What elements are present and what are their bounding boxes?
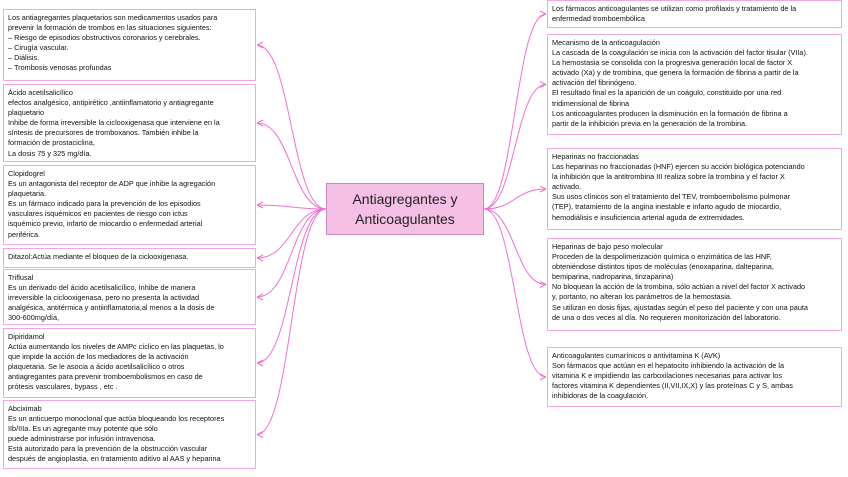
note-heading: Clopidogrel — [8, 169, 45, 178]
note-text-line: tridimensional de fibrina — [552, 98, 630, 108]
note-text-line: activado. — [552, 182, 582, 192]
note-text-line: No bloquean la acción de la trombina, sólo actúan a nivel del factor X activado — [552, 282, 806, 292]
note-heading: Abciximab — [8, 404, 42, 413]
connector-left-2 — [257, 123, 326, 209]
connector-left-6 — [257, 209, 326, 363]
note-heading: Ditazol:Actúa mediante el bloqueo de la ciclooxigenasa. — [8, 252, 189, 261]
note-text-line: El resultado final es la aparición de un coágulo, constituido por una red — [552, 88, 782, 98]
note-text-line: formación de prostaciclina, — [8, 138, 95, 148]
note-text-line: Es un fármaco indicado para la prevención de los episodios — [8, 199, 201, 209]
connector-right-4 — [484, 209, 546, 285]
note-text-line: síntesis de precursores de tromboxanos. También inhibe la — [8, 128, 199, 138]
note-text-line: Son fármacos que actúan en el hepatocito inhibiendo la activación de la — [552, 361, 785, 371]
note-text-line: prevenir la formación de trombos en las situaciones siguientes: — [8, 23, 212, 33]
note-text-line: – Riesgo de episodios obstructivos coronarios y cerebrales. — [8, 33, 201, 43]
central-topic-line-2: Anticoagulantes — [355, 211, 455, 227]
note-text-line: obteniéndose distintos tipos de moléculas (enoxaparina, dalteparina, — [552, 262, 774, 272]
note-dipiridamol[interactable] — [3, 328, 256, 398]
note-text-line: vitamina K e impidiendo las carboxilaciones necesarias para activar los — [552, 371, 782, 381]
note-text-line: después de angioplastia, en tratamiento aditivo al AAS y heparina — [8, 454, 221, 464]
note-text-line: analgésica, antitérmica y antiinflamatoria,al menos a la dosis de — [8, 303, 215, 313]
connector-left-7 — [257, 209, 326, 435]
note-text-line: Se utilizan en dosis fijas, ajustadas según el peso del paciente y con una pauta — [552, 302, 808, 312]
note-text-line: Sus usos clínicos son el tratamiento del TEV, tromboembolismo pulmonar — [552, 192, 791, 202]
note-clopidogrel[interactable] — [3, 165, 256, 245]
note-heading: Heparinas no fraccionadas — [552, 152, 639, 161]
note-text-line: La dosis 75 y 325 mg/día. — [8, 148, 92, 158]
note-acido-acetilsalicilico[interactable] — [3, 84, 256, 162]
arrow-head-right-5 — [540, 374, 546, 380]
note-text-line: – Diálisis. — [8, 53, 40, 63]
note-text-line: – Trombosis venosas profundas — [8, 63, 112, 73]
note-text-line: factores vitamina K dependientes (II,VII,IX,X) y las proteínas C y S, ambas — [552, 381, 793, 391]
note-text-line: Es un derivado del ácido acetilsalicílico, Inhibe de manera — [8, 283, 196, 293]
note-text-line: partir de la inhibición previa en la generación de la trombina. — [552, 118, 748, 128]
note-text-line: plaquetario — [8, 108, 45, 118]
central-topic[interactable] — [326, 183, 484, 235]
note-text-line: hemodiálisis e insuficiencia arterial aguda de extremidades. — [552, 212, 745, 222]
note-text-line: de una o dos veces al día. No requieren monitorización del laboratorio. — [552, 312, 781, 322]
note-text-line: IIb/IIIa. Es un agregante muy potente que sólo — [8, 424, 158, 434]
arrow-head-right-1 — [540, 11, 546, 17]
central-topic-line-1: Antiagregantes y — [352, 191, 458, 207]
note-heading: Dipiridamol — [8, 332, 45, 341]
note-text-line: irreversible la ciclooxigenasa, pero no presenta la actividad — [8, 293, 200, 303]
note-ditazol[interactable] — [3, 248, 256, 268]
note-heading: Mecanismo de la anticoagulación — [552, 38, 660, 47]
connector-right-2 — [484, 85, 546, 210]
note-text-line: isquémico previo, infarto de miocardio o enfermedad arterial — [8, 219, 203, 229]
note-heading: Ácido acetilsalicílico — [8, 88, 73, 97]
note-text-line: La cascada de la coagulación se inicia con la activación del factor tisular (VIIa). — [552, 48, 808, 58]
note-text-line: La hemostasia se consolida con la progresiva generación local de factor X — [552, 58, 793, 68]
note-text-line: activación del fibrinógeno. — [552, 78, 637, 88]
note-text-line: Inhibe de forma irreversible la ciclooxigenasa que interviene en la — [8, 118, 220, 128]
note-text-line: vasculares isquémicos en pacientes de riesgo con ictus — [8, 209, 188, 219]
note-abciximab[interactable] — [3, 400, 256, 469]
note-text-line: puede administrarse por infusión intravenosa. — [8, 434, 156, 444]
note-text-line: antiagregantes para prevenir tromboembolismos en caso de — [8, 372, 203, 382]
note-heading: Anticoagulantes cumarínicos o antivitamina K (AVK) — [552, 351, 721, 360]
note-anticoagulantes-uso[interactable] — [547, 0, 842, 28]
note-text-line: Es un antagonista del receptor de ADP que inhibe la agregación — [8, 179, 216, 189]
note-text-line: 300-600mg/día, — [8, 313, 60, 323]
note-text-line: Actúa aumentando los niveles de AMPc cíclico en las plaquetas, lo — [8, 342, 224, 352]
note-text-line: Las heparinas no fraccionadas (HNF) ejercen su acción biológica potenciando — [552, 162, 805, 172]
connector-left-1 — [257, 45, 326, 209]
note-heading: Los antiagregantes plaquetarios son medicamentos usados para — [8, 13, 218, 22]
connector-right-5 — [484, 209, 546, 377]
note-text-line: bemiparina, nadroparina, tinzaparina) — [552, 272, 674, 282]
arrow-head-left-7 — [257, 432, 263, 438]
note-text-line: (TEP), tratamiento de la angina inestable e infarto agudo de miocardio, — [552, 202, 782, 212]
note-heparinas-no-fraccionadas[interactable] — [547, 148, 842, 230]
note-text-line: la inhibición que la antitrombina III realiza sobre la trombina y el factor X — [552, 172, 785, 182]
note-text-line: inhibidoras de la coagulación. — [552, 391, 649, 401]
note-text-line: y, portanto, no alteran los parámetros de la hemostasia. — [552, 292, 732, 302]
note-text-line: plaquetaria. — [8, 189, 47, 199]
note-heading: Triflusal — [8, 273, 34, 282]
note-text-line: que impide la acción de los mediadores de la activación — [8, 352, 189, 362]
note-text-line: periférica. — [8, 229, 41, 239]
note-text-line: efectos analgésico, antipirético ,antiinflamatorio y antiagregante — [8, 98, 214, 108]
connector-right-3 — [484, 189, 546, 209]
note-triflusal[interactable] — [3, 269, 256, 325]
note-antiagregantes-uso[interactable] — [3, 9, 256, 81]
note-text-line: Está autorizado para la prevención de la obstrucción vascular — [8, 444, 208, 454]
note-heparinas-bajo-peso[interactable] — [547, 238, 842, 331]
note-text-line: Es un anticuerpo monoclonal que actúa bloqueando los receptores — [8, 414, 225, 424]
note-text-line: enfermedad tromboembólica — [552, 14, 645, 24]
note-heading: Los fármacos anticoagulantes se utilizan como profilaxis y tratamiento de la — [552, 4, 797, 13]
note-mecanismo-anticoagulacion[interactable] — [547, 34, 842, 135]
note-text-line: Proceden de la despolimerización química o enzimática de las HNF, — [552, 252, 772, 262]
note-anticoagulantes-cumarinicos[interactable] — [547, 347, 842, 407]
connector-right-1 — [484, 14, 546, 209]
note-text-line: prótesis vasculares, bypass , etc . — [8, 382, 118, 392]
note-text-line: – Cirugía vascular. — [8, 43, 69, 53]
note-text-line: Los anticoagulantes producen la disminución en la formación de fibrina a — [552, 108, 788, 118]
note-heading: Heparinas de bajo peso molecular — [552, 242, 663, 251]
note-text-line: activado (Xa) y de trombina, que genera la formación de fibrina a partir de la — [552, 68, 799, 78]
note-text-line: plaquetaria. Se le asocia a ácido acetilsalicílico o otros — [8, 362, 185, 372]
